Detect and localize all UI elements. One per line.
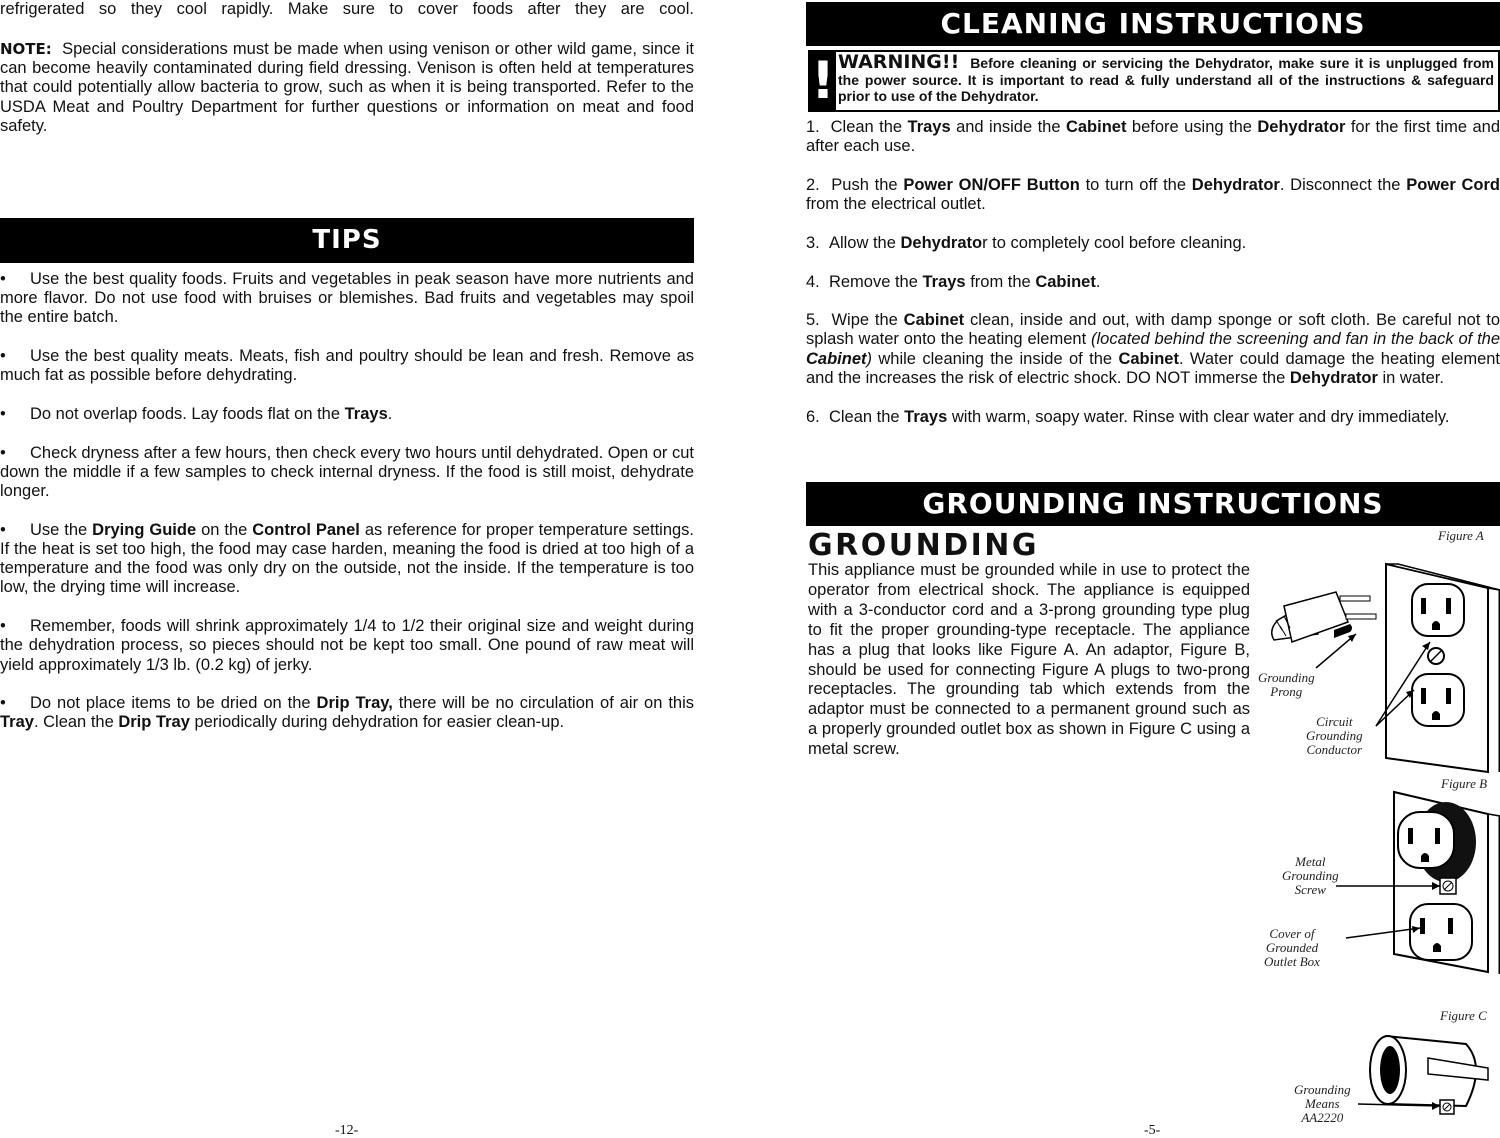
tips-list xyxy=(0,270,694,752)
page-number-left: -12- xyxy=(335,1123,359,1138)
list-item: 3. Allow the Dehydrator to completely cool before cleaning. xyxy=(806,233,1247,252)
figure-c-label: Figure C xyxy=(1440,1008,1487,1023)
grounding-heading: GROUNDING xyxy=(808,528,1039,563)
intro-text: refrigerated so they cool rapidly. Make sure to cover foods after they are cool. xyxy=(0,0,694,18)
grounding-text: This appliance must be grounded while in use to protect the operator from electrical shock. The appliance is equipped with a 3-conductor cord and a 3-prong grounding type plug to fit the proper grounding-type receptacle. The appliance has a plug that looks like Figure A. An adaptor, Figure B, should be used for connecting Figure A plugs to two-prong receptacles. The grounding tab which extends from the adaptor must be connected to a permanent ground such as a properly grounded outlet box as shown in Figure C using a metal screw. xyxy=(808,561,1250,759)
figure-c-grounding-adaptor-icon xyxy=(1346,1026,1496,1126)
warning-text: Before cleaning or servicing the Dehydrator, make sure it is unplugged from the power source. It is important to read & fully understand all of the instructions & safeguard prior to use of the Dehydrator. xyxy=(838,55,1494,104)
note-paragraph xyxy=(0,40,694,136)
warning-icon: ! xyxy=(811,51,835,111)
note-label: NOTE: xyxy=(0,40,52,58)
left-page xyxy=(0,0,694,1138)
warning-box xyxy=(808,50,1500,112)
figure-a-callout-1: Grounding Prong xyxy=(1258,670,1315,699)
figure-a-label: Figure A xyxy=(1438,528,1484,543)
list-item: • Do not overlap foods. Lay foods flat on the Trays. xyxy=(0,405,393,424)
page-number-right: -5- xyxy=(1144,1123,1161,1138)
right-page xyxy=(806,0,1500,1138)
list-item: • Use the best quality meats. Meats, fish and poultry should be lean and fresh. Remove as much fat as possible before dehydrating. xyxy=(0,347,694,385)
list-item: 4. Remove the Trays from the Cabinet. xyxy=(806,272,1101,291)
figure-b-callout-2: Cover of Grounded Outlet Box xyxy=(1264,926,1320,969)
list-item: 6. Clean the Trays with warm, soapy water. Rinse with clear water and dry immediately. xyxy=(806,407,1450,426)
list-item: • Use the best quality foods. Fruits and vegetables in peak season have more nutrients and more flavor. Do not use food with bruises or blemishes. Bad fruits and vegetables may spoil the entire batch. xyxy=(0,270,694,327)
list-item: 5. Wipe the Cabinet clean, inside and out, with damp sponge or soft cloth. Be careful not to splash water onto the heating element (located behind the screening and fan in the back of the Cabinet) while cleaning the inside of the Cabinet. Water could damage the heating element and the increases the risk of electric shock. DO NOT immerse the Dehydrator in water. xyxy=(806,311,1500,387)
warning-title: WARNING!! xyxy=(838,51,960,73)
list-item: • Do not place items to be dried on the Drip Tray, there will be no circulation of air on this Tray. Clean the Drip Tray periodically during dehydration for easier clean-up. xyxy=(0,694,695,732)
list-item: • Use the Drying Guide on the Control Panel as reference for proper temperature settings. If the heat is set too high, the food may case harden, meaning the food is dried at too high of a temperature and the food was only dry on the outside, not the inside. If the temperature is too low, the drying time will increase. xyxy=(0,520,695,597)
figure-b-callout-1: Metal Grounding Screw xyxy=(1282,854,1339,897)
tips-banner: TIPS xyxy=(0,218,694,263)
list-item: 2. Push the Power ON/OFF Button to turn off the Dehydrator. Disconnect the Power Cord from the electrical outlet. xyxy=(806,175,1500,214)
figure-a-callout-2: Circuit Grounding Conductor xyxy=(1306,714,1363,757)
cleaning-banner: CLEANING INSTRUCTIONS xyxy=(806,2,1500,46)
figure-a-plug-outlet-icon xyxy=(1256,550,1500,760)
list-item: • Check dryness after a few hours, then check every two hours until dehydrated. Open or cut down the middle if a few samples to check internal dryness. If the food is still moist, dehydrate longer. xyxy=(0,443,695,501)
list-item: • Remember, foods will shrink approximately 1/4 to 1/2 their original size and weight during the dehydration process, so pieces should not be kept too small. One pound of raw meat will yield approximately 1/3 lb. (0.2 kg) of jerky. xyxy=(0,617,694,674)
note-text: Special considerations must be made when using venison or other wild game, since it can become heavily contaminated during field dressing. Venison is often held at temperatures that could potentially allow bacteria to grow, such as when it is being transported. Refer to the USDA Meat and Poultry Department for further questions or information on meat and food safety. xyxy=(0,40,694,135)
figure-b-adaptor-outlet-icon xyxy=(1336,792,1500,974)
list-item: 1. Clean the Trays and inside the Cabinet before using the Dehydrator for the first time and after each use. xyxy=(806,118,1500,156)
grounding-banner: GROUNDING INSTRUCTIONS xyxy=(806,482,1500,526)
figure-b-label: Figure B xyxy=(1441,776,1488,791)
cleaning-steps xyxy=(806,118,1500,446)
figure-c-callout-1: Grounding Means AA2220 xyxy=(1294,1082,1351,1125)
